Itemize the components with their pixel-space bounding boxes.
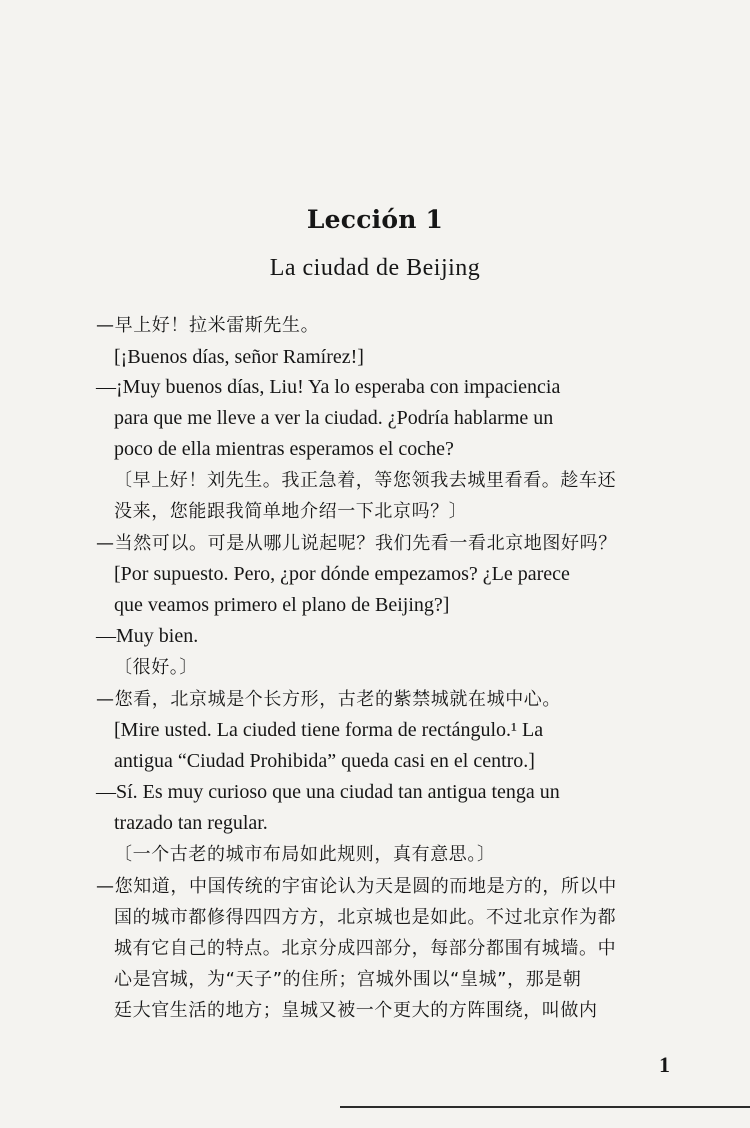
dialogue-line: —您看，北京城是个长方形，古老的紫禁城就在城中心。 xyxy=(96,689,561,710)
dialogue-line: poco de ella mientras esperamos el coche? xyxy=(114,438,454,460)
bottom-rule xyxy=(340,1106,750,1108)
dialogue-line: para que me lleve a ver la ciudad. ¿Podría hablarme un xyxy=(114,407,554,429)
dialogue-line: —Muy bien. xyxy=(96,625,199,647)
translation-line: [Mire usted. La ciuded tiene forma de rectángulo.¹ La xyxy=(114,719,544,741)
dialogue-line: —Sí. Es muy curioso que una ciudad tan antigua tenga un xyxy=(96,781,560,803)
dialogue-line: 廷大官生活的地方；皇城又被一个更大的方阵围绕，叫做内 xyxy=(114,1000,598,1021)
translation-line: 〔一个古老的城市布局如此规则，真有意思。〕 xyxy=(114,844,496,865)
dialogue-line: 心是宫城，为“天子”的住所；宫城外围以“皇城”，那是朝 xyxy=(114,969,582,990)
dialogue-line: 城有它自己的特点。北京分成四部分，每部分都围有城墙。中 xyxy=(114,938,617,959)
dialogue-line: —早上好！拉米雷斯先生。 xyxy=(96,315,320,336)
dialogue-line: —¡Muy buenos días, Liu! Ya lo esperaba con impaciencia xyxy=(96,376,561,398)
dialogue-line: trazado tan regular. xyxy=(114,812,268,834)
dialogue-line: —当然可以。可是从哪儿说起呢？我们先看一看北京地图好吗？ xyxy=(96,533,617,554)
translation-line: 〔很好。〕 xyxy=(114,657,198,678)
lesson-subtitle: La ciudad de Beijing xyxy=(269,255,481,281)
dialogue-line: 国的城市都修得四四方方，北京城也是如此。不过北京作为都 xyxy=(114,907,617,928)
translation-line: 没来，您能跟我简单地介绍一下北京吗？〕 xyxy=(114,501,468,522)
dialogue-line: —您知道，中国传统的宇宙论认为天是圆的而地是方的，所以中 xyxy=(96,876,617,897)
translation-line: 〔早上好！刘先生。我正急着，等您领我去城里看看。趁车还 xyxy=(114,470,617,491)
lesson-title: Lección 1 xyxy=(306,205,444,234)
translation-line: [Por supuesto. Pero, ¿por dónde empezamos? ¿Le parece xyxy=(114,563,570,585)
translation-line: [¡Buenos días, señor Ramírez!] xyxy=(114,346,364,368)
page-number: 1 xyxy=(659,1052,670,1077)
translation-line: que veamos primero el plano de Beijing?] xyxy=(114,594,450,616)
translation-line: antigua “Ciudad Prohibida” queda casi en el centro.] xyxy=(114,750,535,772)
